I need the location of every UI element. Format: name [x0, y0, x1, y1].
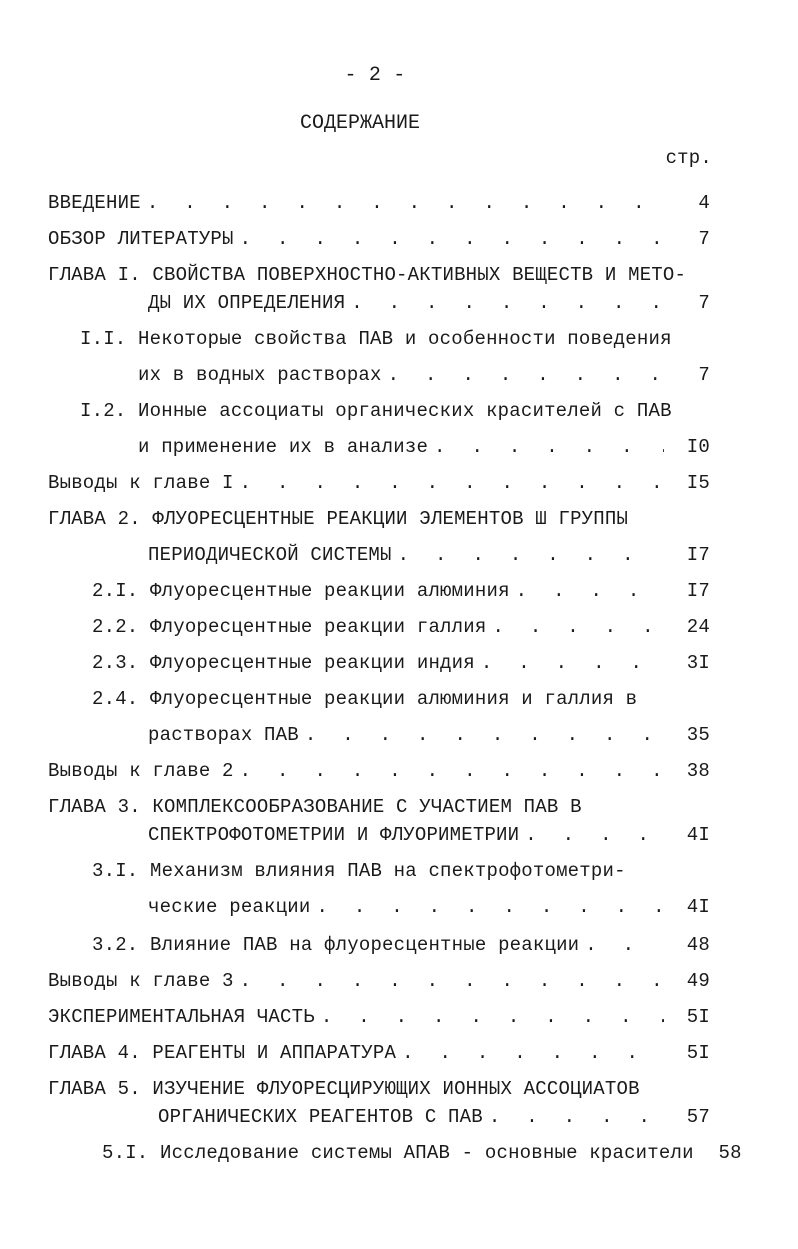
- dot-leader: [240, 760, 664, 782]
- dot-leader: [321, 1006, 664, 1028]
- toc-entry-page: I5: [686, 472, 710, 494]
- toc-entry: [148, 544, 710, 570]
- dot-leader: [434, 436, 664, 458]
- toc-entry-page: 57: [686, 1106, 710, 1128]
- toc-entry: [92, 580, 710, 606]
- toc-entry-title: 5.I. Исследование системы АПАВ - основные красители: [102, 1142, 694, 1164]
- toc-entry-title: 3.2. Влияние ПАВ на флуоресцентные реакции: [92, 934, 580, 956]
- toc-entry-title: ОРГАНИЧЕСКИХ РЕАГЕНТОВ С ПАВ: [158, 1106, 483, 1128]
- toc-entry-page: 4: [698, 192, 710, 214]
- toc-entry: [92, 652, 710, 678]
- toc-entry: [148, 724, 710, 750]
- toc-entry-page: 48: [686, 934, 710, 956]
- toc-entry-title: 3.I. Механизм влияния ПАВ на спектрофотометри-: [92, 860, 626, 882]
- toc-entry-title: ГЛАВА 2. ФЛУОРЕСЦЕНТНЫЕ РЕАКЦИИ ЭЛЕМЕНТОВ Ш ГРУППЫ: [48, 508, 629, 530]
- dot-leader: [316, 896, 664, 918]
- toc-entry-title: СПЕКТРОФОТОМЕТРИИ И ФЛУОРИМЕТРИИ: [148, 824, 520, 846]
- page-number: - 2 -: [344, 64, 406, 87]
- toc-entry-title: ческие реакции: [148, 896, 311, 918]
- dot-leader: [351, 292, 664, 314]
- toc-entry-title: ПЕРИОДИЧЕСКОЙ СИСТЕМЫ: [148, 544, 392, 566]
- toc-entry-page: I7: [686, 580, 710, 602]
- toc-entry: [48, 970, 710, 996]
- toc-entry-page: 7: [698, 364, 710, 386]
- toc-entry-title: 2.3. Флуоресцентные реакции индия: [92, 652, 475, 674]
- toc-entry: [80, 400, 710, 426]
- toc-entry: [138, 364, 710, 390]
- toc-entry-title: растворах ПАВ: [148, 724, 299, 746]
- toc-entry: [92, 616, 710, 642]
- toc-entry: [148, 824, 710, 850]
- toc-entry: [48, 264, 710, 290]
- page-title: СОДЕРЖАНИЕ: [299, 112, 421, 135]
- dot-leader: [147, 192, 664, 214]
- toc-entry: [48, 760, 710, 786]
- toc-entry: [102, 1142, 742, 1168]
- dot-leader: [240, 228, 664, 250]
- toc-entry-title: ЭКСПЕРИМЕНТАЛЬНАЯ ЧАСТЬ: [48, 1006, 315, 1028]
- toc-entry-title: I.I. Некоторые свойства ПАВ и особенности поведения: [80, 328, 672, 350]
- toc-entry-title: Выводы к главе I: [48, 472, 234, 494]
- toc-entry: [80, 328, 710, 354]
- dot-leader: [240, 970, 664, 992]
- toc-entry-title: ГЛАВА I. СВОЙСТВА ПОВЕРХНОСТНО-АКТИВНЫХ ВЕЩЕСТВ И МЕТО-: [48, 264, 687, 286]
- toc-entry-title: их в водных растворах: [138, 364, 382, 386]
- page-column-label: стр.: [665, 147, 712, 169]
- toc-entry: [92, 688, 710, 714]
- toc-entry-title: ДЫ ИХ ОПРЕДЕЛЕНИЯ: [148, 292, 346, 314]
- toc-entry: [48, 192, 710, 218]
- toc-entry-title: 2.2. Флуоресцентные реакции галлия: [92, 616, 487, 638]
- toc-entry: [48, 796, 710, 822]
- dot-leader: [305, 724, 664, 746]
- toc-entry: [48, 228, 710, 254]
- toc-entry-page: 7: [698, 292, 710, 314]
- dot-leader: [240, 472, 664, 494]
- toc-entry-title: 2.I. Флуоресцентные реакции алюминия: [92, 580, 510, 602]
- toc-entry: [48, 472, 710, 498]
- toc-entry-page: 4I: [686, 824, 710, 846]
- dot-leader: [585, 934, 664, 956]
- toc-entry-title: I.2. Ионные ассоциаты органических красителей с ПАВ: [80, 400, 672, 422]
- toc-entry: [148, 292, 710, 318]
- dot-leader: [402, 1042, 664, 1064]
- toc-entry-page: 24: [686, 616, 710, 638]
- toc-entry-title: ГЛАВА 5. ИЗУЧЕНИЕ ФЛУОРЕСЦИРУЮЩИХ ИОННЫХ АССОЦИАТОВ: [48, 1078, 640, 1100]
- toc-entry: [48, 1042, 710, 1068]
- dot-leader: [388, 364, 664, 386]
- dot-leader: [492, 616, 664, 638]
- toc-entry-page: 58: [718, 1142, 742, 1164]
- toc-entry-title: ГЛАВА 3. КОМПЛЕКСООБРАЗОВАНИЕ С УЧАСТИЕМ ПАВ В: [48, 796, 582, 818]
- toc-entry-title: ВВЕДЕНИЕ: [48, 192, 141, 214]
- toc-entry-title: ГЛАВА 4. РЕАГЕНТЫ И АППАРАТУРА: [48, 1042, 397, 1064]
- toc-entry-title: Выводы к главе 3: [48, 970, 234, 992]
- dot-leader: [489, 1106, 664, 1128]
- dot-leader: [525, 824, 664, 846]
- toc-entry: [158, 1106, 710, 1132]
- dot-leader: [481, 652, 664, 674]
- toc-entry: [138, 436, 710, 462]
- toc-entry-page: 4I: [686, 896, 710, 918]
- toc-entry-page: 35: [686, 724, 710, 746]
- toc-entry-title: и применение их в анализе: [138, 436, 429, 458]
- toc-entry: [92, 860, 710, 886]
- toc-entry-title: 2.4. Флуоресцентные реакции алюминия и галлия в: [92, 688, 638, 710]
- toc-entry: [92, 934, 710, 960]
- toc-entry-title: Выводы к главе 2: [48, 760, 234, 782]
- toc-entry-page: 5I: [686, 1042, 710, 1064]
- toc-entry-page: I7: [686, 544, 710, 566]
- toc-entry-page: I0: [686, 436, 710, 458]
- dot-leader: [516, 580, 664, 602]
- toc-entry-page: 3I: [686, 652, 710, 674]
- toc-entry: [48, 508, 710, 534]
- toc-entry-page: 7: [698, 228, 710, 250]
- toc-entry-title: ОБЗОР ЛИТЕРАТУРЫ: [48, 228, 234, 250]
- toc-entry: [148, 896, 710, 922]
- dot-leader: [398, 544, 664, 566]
- toc-entry: [48, 1078, 710, 1104]
- toc-entry-page: 49: [686, 970, 710, 992]
- toc-entry-page: 5I: [686, 1006, 710, 1028]
- toc-entry-page: 38: [686, 760, 710, 782]
- toc-entry: [48, 1006, 710, 1032]
